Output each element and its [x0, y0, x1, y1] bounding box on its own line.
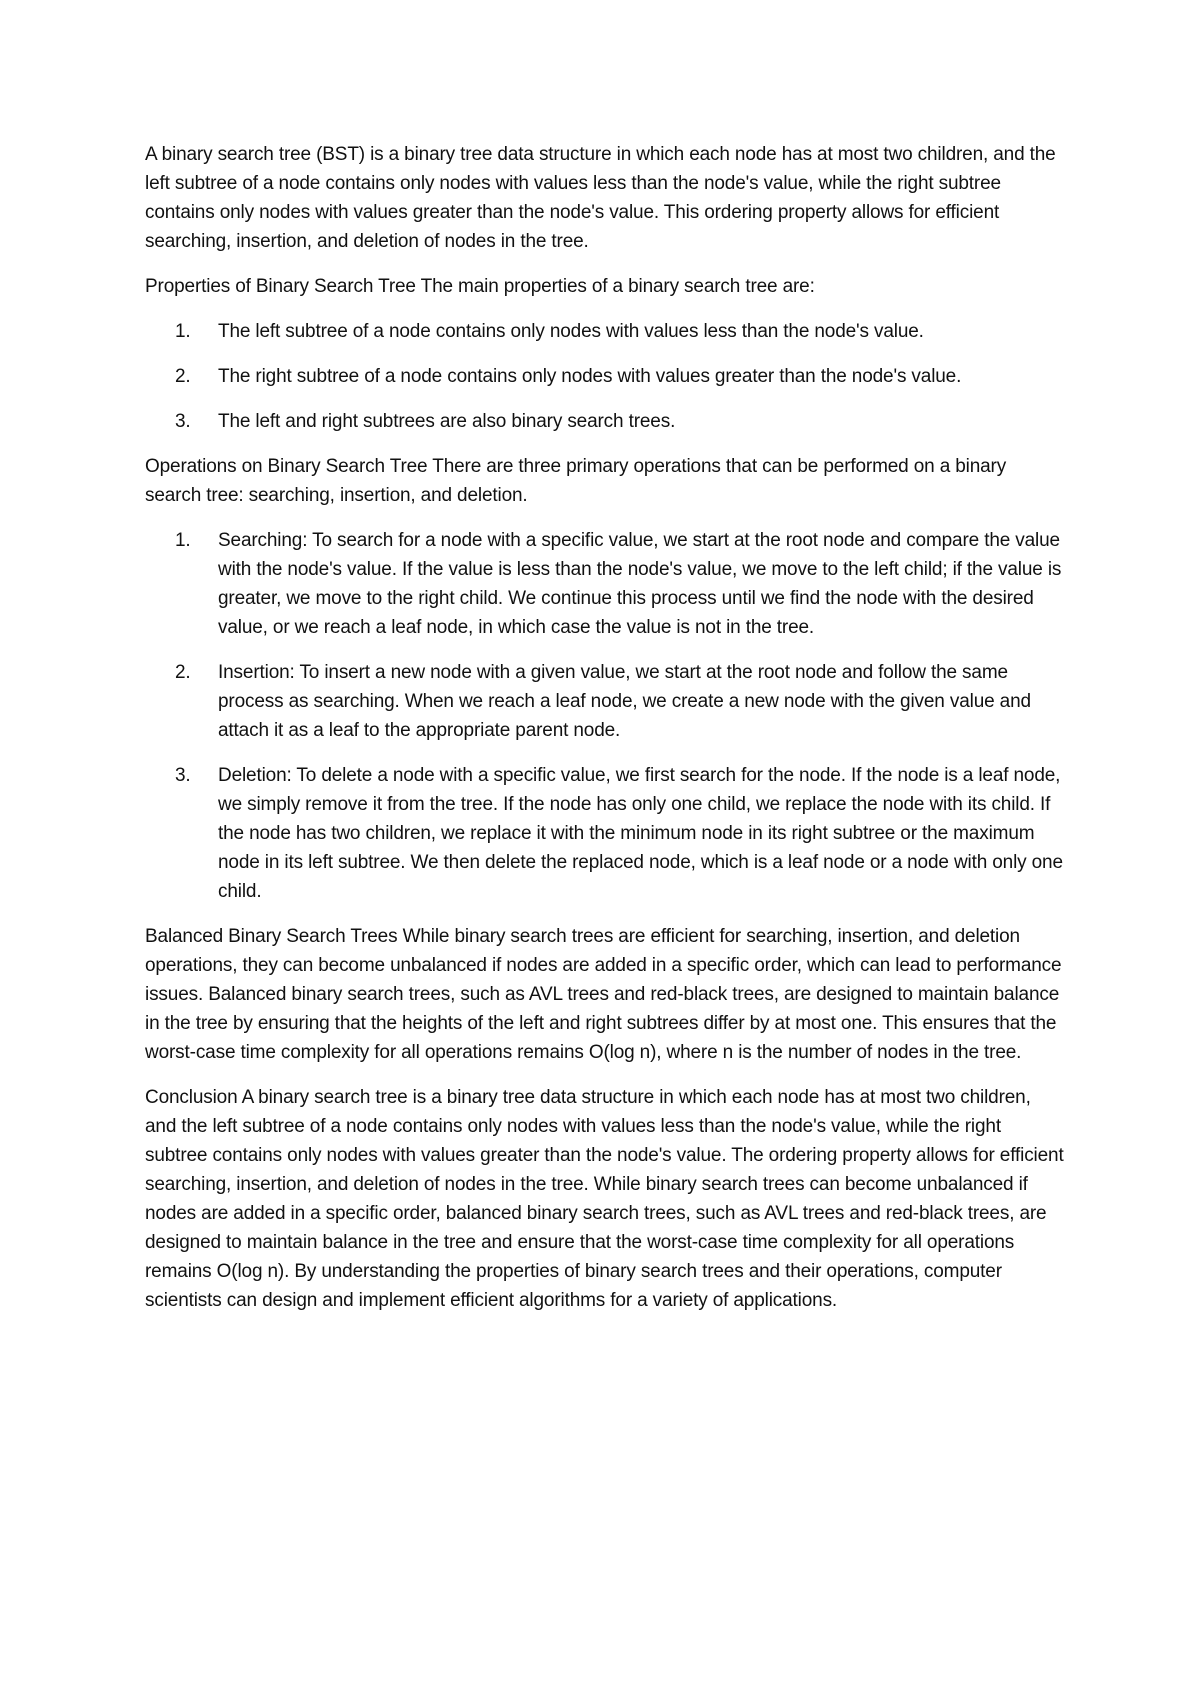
- list-item: [145, 362, 1065, 391]
- list-item: [145, 317, 1065, 346]
- list-item: [145, 526, 1065, 642]
- intro-paragraph: A binary search tree (BST) is a binary tree data structure in which each node has at most two children, and the left subtree of a node contains only nodes with values less than the node's value, while the right subtree contains only nodes with values greater than the node's value. This ordering property allows for efficient searching, insertion, and deletion of nodes in the tree.: [145, 144, 1056, 252]
- properties-heading: Properties of Binary Search Tree The main properties of a binary search tree are:: [145, 276, 815, 297]
- list-number: 2.: [175, 366, 191, 387]
- conclusion-paragraph: Conclusion A binary search tree is a binary tree data structure in which each node has at most two children, and the left subtree of a node contains only nodes with values less than the node's value, while the right subtree contains only nodes with values greater than the node's value. The ordering property allows for efficient searching, insertion, and deletion of nodes in the tree. While binary search trees can become unbalanced if nodes are added in a specific order, balanced binary search trees, such as AVL trees and red-black trees, are designed to maintain balance in the tree and ensure that the worst-case time complexity for all operations remains O(log n). By understanding the properties of binary search trees and their operations, computer scientists can design and implement efficient algorithms for a variety of applications.: [145, 1087, 1064, 1311]
- operations-heading: Operations on Binary Search Tree There are three primary operations that can be performed on a binary search tree: searching, insertion, and deletion.: [145, 456, 1007, 506]
- operations-list: [145, 526, 1065, 906]
- list-number: 3.: [175, 765, 191, 786]
- list-number: 1.: [175, 530, 191, 551]
- list-number: 2.: [175, 662, 191, 683]
- list-item-text: Insertion: To insert a new node with a given value, we start at the root node and follow the same process as searching. When we reach a leaf node, we create a new node with the given value and attach it as a leaf to the appropriate parent node.: [218, 662, 1031, 741]
- properties-list: [145, 317, 1065, 436]
- list-item-text: The left and right subtrees are also binary search trees.: [218, 411, 676, 432]
- document-page: [145, 140, 1065, 1331]
- list-item: [145, 658, 1065, 745]
- list-item-text: The right subtree of a node contains only nodes with values greater than the node's value.: [218, 366, 962, 387]
- list-item-text: Searching: To search for a node with a specific value, we start at the root node and compare the value with the node's value. If the value is less than the node's value, we move to the left child; if the value is greater, we move to the right child. We continue this process until we find the node with the desired value, or we reach a leaf node, in which case the value is not in the tree.: [218, 530, 1062, 638]
- list-item: [145, 407, 1065, 436]
- list-item: [145, 761, 1065, 906]
- list-number: 3.: [175, 411, 191, 432]
- balanced-trees-paragraph: Balanced Binary Search Trees While binary search trees are efficient for searching, insertion, and deletion operations, they can become unbalanced if nodes are added in a specific order, which can lead to performance issues. Balanced binary search trees, such as AVL trees and red-black trees, are designed to maintain balance in the tree by ensuring that the heights of the left and right subtrees differ by at most one. This ensures that the worst-case time complexity for all operations remains O(log n), where n is the number of nodes in the tree.: [145, 926, 1062, 1063]
- list-item-text: Deletion: To delete a node with a specific value, we first search for the node. If the node is a leaf node, we simply remove it from the tree. If the node has only one child, we replace the node with its child. If the node has two children, we replace it with the minimum node in its right subtree or the maximum node in its left subtree. We then delete the replaced node, which is a leaf node or a node with only one child.: [218, 765, 1063, 902]
- list-item-text: The left subtree of a node contains only nodes with values less than the node's value.: [218, 321, 924, 342]
- list-number: 1.: [175, 321, 191, 342]
